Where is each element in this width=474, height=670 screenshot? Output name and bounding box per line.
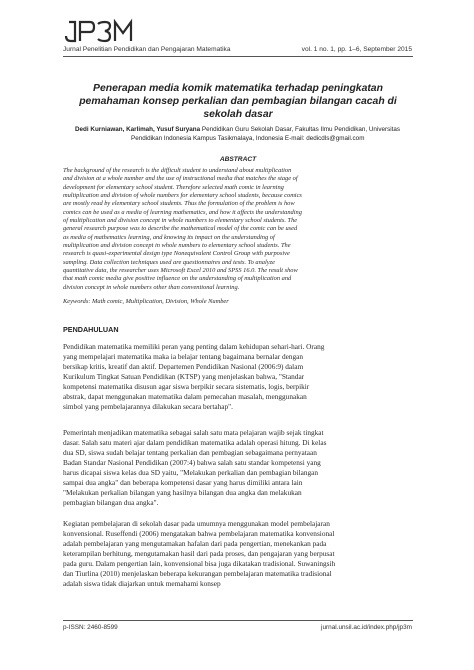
abstract-heading: ABSTRACT — [219, 156, 257, 163]
paragraph-line: dua SD, siswa sudah belajar tentang perkalian dan pembagian sebagaimana pernyataan — [63, 448, 317, 457]
abstract-line: research is quasi-experimental design type Nonequivalent Control Group with purposive — [63, 250, 290, 258]
paragraph-line: sampai dua angka" dan beberapa kompetensi dasar yang harus dimiliki antara lain — [63, 478, 303, 487]
paragraph-line: abstrak, dapat menggunakan matematika dalam pemecahan masalah, menggunakan — [63, 392, 307, 401]
paragraph-line: pada guru. Dalam pengertian lain, konvensional bisa juga dikatakan tradisional. Suwaningsih — [63, 559, 336, 568]
abstract-line: sampling. Data collection techniques used are questionnaires and tests. To analyze — [63, 258, 275, 266]
journal-url[interactable]: jurnal.unsil.ac.id/index.php/jp3m — [321, 624, 412, 631]
keywords: Keywords: Math comic, Multiplication, Division, Whole Number — [63, 298, 229, 305]
abstract-line: multiplication and division of whole numbers for elementary school students, because comics — [63, 192, 302, 200]
section-heading: PENDAHULUAN — [63, 325, 119, 334]
paragraph-3 — [63, 519, 413, 589]
paragraph-line: adalah pembelajaran yang mengutamakan hafalan dari pada pengertian, menekankan pada — [63, 539, 327, 548]
paragraph-line: dasar. Salah satu materi ajar dalam pendidikan matematika adalah operasi hitung. Di kelas — [63, 438, 327, 447]
paragraph-line: Badan Standar Nasional Pendidikan (2007:4) bahwa salah satu standar kompetensi yang — [63, 458, 321, 467]
author-block — [75, 125, 401, 143]
paragraph-line: yang mempelajari matematika maka ia belajar tentang bagaimana bernalar dengan — [63, 352, 304, 361]
abstract-line: of multiplication and division concept in whole numbers to elementary school students. The — [63, 217, 298, 225]
paragraph-2 — [63, 428, 413, 508]
footer-rule — [63, 620, 413, 621]
paragraph-line: Kurikulum Tingkat Satuan Pendidikan (KTSP) yang menjelaskan bahwa, "Standar — [63, 372, 305, 381]
abstract-line: quantitative data, the researcher uses Microsoft Excel 2010 and SPSS 16.0. The result show — [63, 267, 298, 275]
abstract-body — [63, 167, 413, 292]
author-names: Dedi Kurniawan, Karlimah, Yusuf Suryana — [75, 126, 201, 133]
title-line: sekolah dasar — [203, 109, 273, 120]
issn: p-ISSN: 2460-8599 — [63, 624, 118, 631]
abstract-line: The background of the research is the difficult student to understand about multiplication — [63, 167, 292, 174]
abstract-line: and division at a whole number and the use of instructional media that matches the stage of — [63, 175, 298, 183]
author-affiliation-cont: Pendidikan Indonesia Kampus Tasikmalaya, Indonesia E-mail: dedicdls@gmail.com — [131, 135, 365, 142]
paragraph-line: Pemerintah menjadikan matematika sebagai salah satu mata pelajaran wajib sejak tingkat — [63, 428, 324, 437]
header-rule — [63, 56, 413, 57]
paragraph-line: simbol yang pembelajarannya dilakukan secara bertahap". — [63, 402, 233, 411]
paper-title — [63, 82, 413, 121]
abstract-line: as media of mathematics learning, and knowing its impact on the understanding of — [63, 233, 275, 241]
paragraph-line: keterampilan berhitung, mengutamakan hasil dari pada proses, dan pengajaran yang berpusat — [63, 549, 335, 558]
title-line: pemahaman konsep perkalian dan pembagian bilangan cacah di — [79, 96, 397, 107]
abstract-line: are mostly read by elementary school students. Thus the formulation of the problem is how — [63, 200, 295, 208]
abstract-line: development for elementary school student. Therefore selected math comic in learning — [63, 183, 284, 191]
paragraph-line: "Melakukan perkalian bilangan yang hasilnya bilangan dua angka dan melakukan — [63, 488, 302, 497]
paragraph-line: Pendidikan matematika memiliki peran yang penting dalam kehidupan sehari-hari. Orang — [63, 342, 325, 351]
paragraph-line: adalah siswa tidak diajarkan untuk memahami konsep — [63, 579, 221, 588]
paragraph-line: kompetensi matematika disusun agar siswa berpikir secara sistematis, logis, berpikir — [63, 382, 310, 391]
author-line — [75, 125, 401, 134]
paragraph-line: konvensional. Ruseffendi (2006) mengatakan bahwa pembelajaran matematika konvensional — [63, 529, 335, 538]
paragraph-line: dan Tiurlina (2010) menjelaskan beberapa kekurangan pembelajaran matematika tradisional — [63, 569, 332, 578]
author-affiliation: Pendidikan Guru Sekolah Dasar, Fakultas Ilmu Pendidikan, Universitas — [200, 126, 401, 133]
paragraph-line: pembagian bilangan dua angka". — [63, 498, 159, 507]
abstract-line: multiplication and division concept in whole numbers to elementary school students. The — [63, 242, 291, 250]
paragraph-line: Kegiatan pembelajaran di sekolah dasar pada umumnya menggunakan model pembelajaran — [63, 519, 330, 528]
abstract-line: division concept in whole numbers other than conventional learning. — [63, 283, 240, 291]
paragraph-line: harus dicapai siswa kelas dua SD yaitu, "Melakukan perkalian dan pembagian bilangan — [63, 468, 319, 477]
title-line: Penerapan media komik matematika terhadap peningkatan — [93, 83, 383, 94]
paragraph-1 — [63, 342, 413, 412]
abstract-line: that math comic media give positive influence on the understanding of multiplication and — [63, 275, 292, 283]
volume-info: vol. 1 no. 1, pp. 1–6, September 2015 — [301, 46, 412, 53]
paragraph-line: bersikap kritis, kreatif dan aktif. Departemen Pendidikan Nasional (2006:9) dalam — [63, 362, 304, 371]
abstract-line: general research purpose was to describe the mathematical model of the comic can be used — [63, 225, 298, 233]
journal-logo — [63, 18, 135, 44]
journal-name: Jurnal Penelitian Pendidikan dan Pengajaran Matematika — [63, 46, 231, 53]
abstract-line: comics can be used as a media of learning mathematics, and how it affects the understanding — [63, 208, 302, 216]
